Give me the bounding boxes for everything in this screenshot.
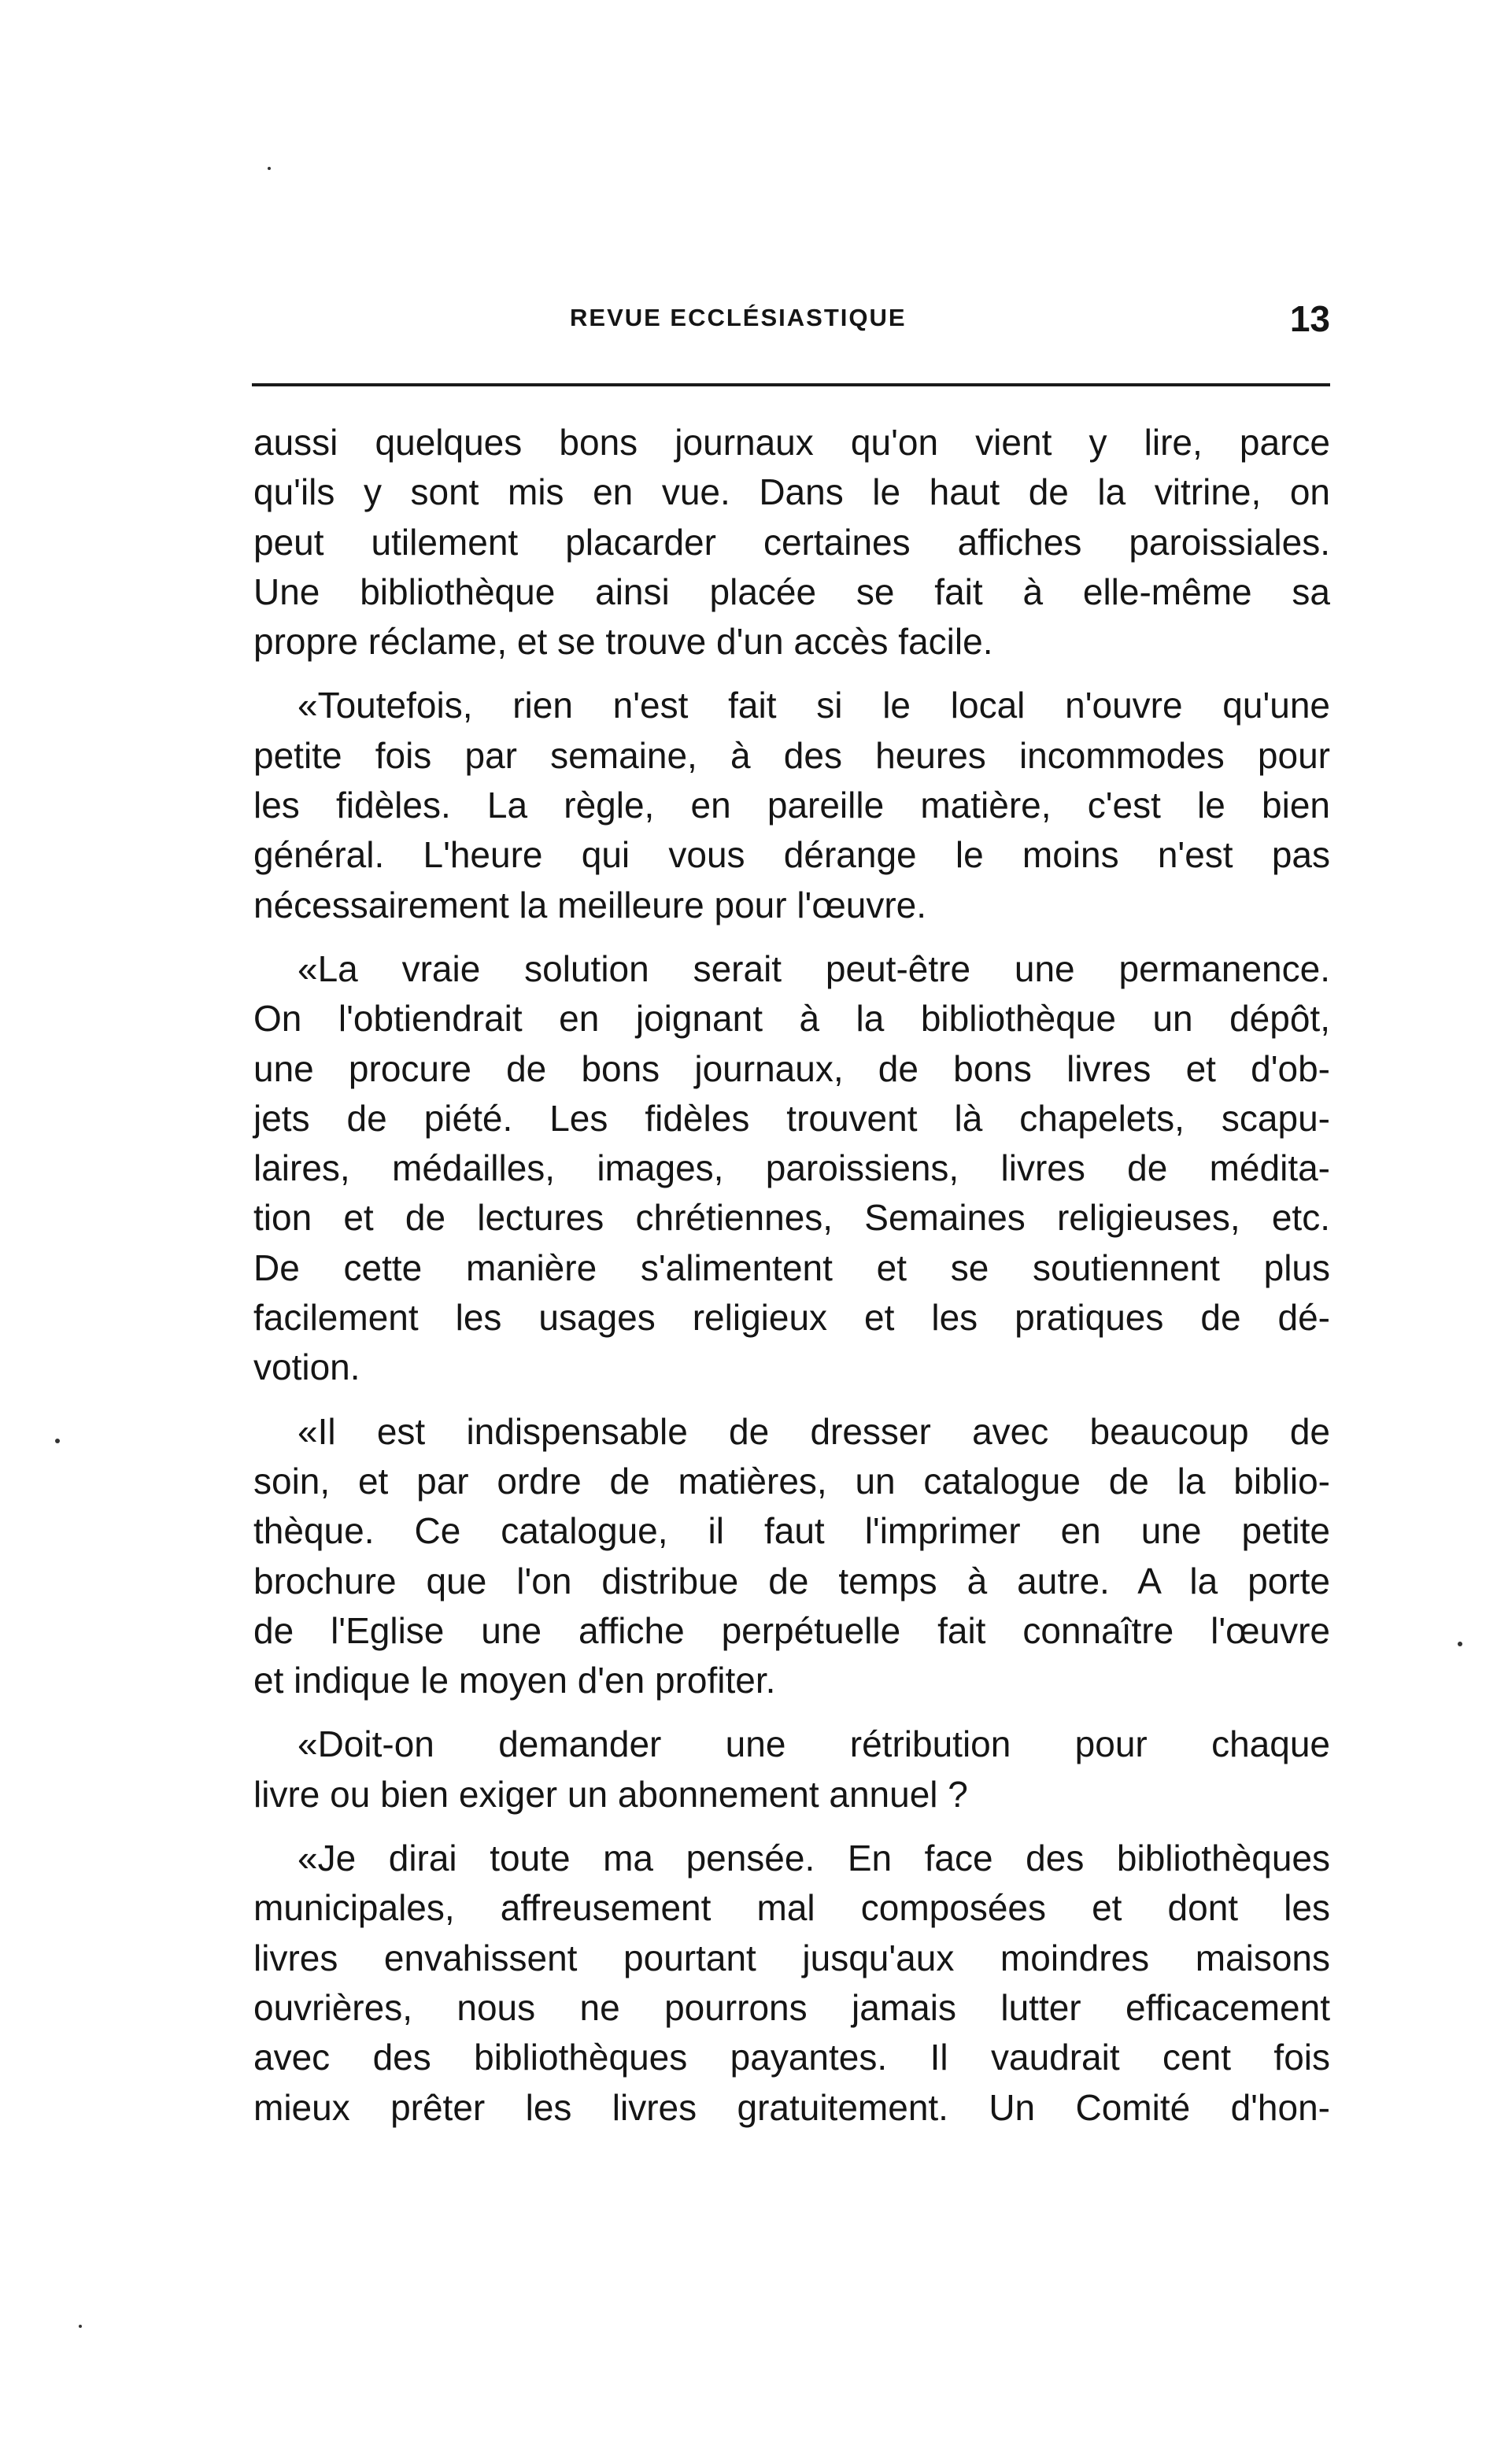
paragraph: [253, 418, 1330, 667]
text-line: avec des bibliothèques payantes. Il vaudrait cent fois: [253, 2037, 1330, 2078]
text-line: soin, et par ordre de matières, un catalogue de la biblio-: [253, 1460, 1330, 1502]
page-number: 13: [1289, 298, 1330, 339]
text-line: brochure que l'on distribue de temps à autre. A la porte: [253, 1560, 1330, 1601]
text-line: laires, médailles, images, paroissiens, livres de médita-: [253, 1147, 1330, 1189]
scan-speck: [55, 1439, 60, 1443]
text-line: facilement les usages religieux et les pratiques de dé-: [253, 1297, 1330, 1339]
paragraph: [253, 681, 1330, 929]
text-line: «Toutefois, rien n'est fait si le local n'ouvre qu'une: [298, 685, 1330, 726]
scan-speck: [268, 167, 271, 170]
text-line: les fidèles. La règle, en pareille matière, c'est le bien: [253, 785, 1330, 826]
text-line: mieux prêter les livres gratuitement. Un Comité d'hon-: [253, 2086, 1330, 2128]
paragraph: [253, 944, 1330, 1393]
text-line: municipales, affreusement mal composées et dont les: [253, 1887, 1330, 1929]
running-title: REVUE ECCLÉSIASTIQUE: [570, 304, 907, 331]
scan-speck: [79, 2325, 82, 2328]
paragraph: [253, 1407, 1330, 1706]
text-line: de l'Eglise une affiche perpétuelle fait connaître l'œuvre: [253, 1609, 1330, 1651]
header-rule: [252, 383, 1330, 386]
scan-speck: [1458, 1642, 1462, 1646]
text-line: peut utilement placarder certaines affiches paroissiales.: [253, 521, 1330, 563]
text-line: livre ou bien exiger un abonnement annuel ?: [253, 1773, 968, 1815]
text-line: «La vraie solution serait peut-être une permanence.: [298, 948, 1330, 989]
text-line: tion et de lectures chrétiennes, Semaines religieuses, etc.: [253, 1197, 1330, 1239]
text-line: une procure de bons journaux, de bons livres et d'ob-: [253, 1047, 1330, 1089]
text-line: jets de piété. Les fidèles trouvent là chapelets, scapu-: [253, 1097, 1330, 1139]
text-line: livres envahissent pourtant jusqu'aux moindres maisons: [253, 1937, 1330, 1978]
text-line: «Je dirai toute ma pensée. En face des bibliothèques: [298, 1838, 1330, 1879]
text-line: général. L'heure qui vous dérange le moins n'est pas: [253, 834, 1330, 876]
text-line: et indique le moyen d'en profiter.: [253, 1660, 776, 1701]
text-line: «Il est indispensable de dresser avec beaucoup de: [298, 1410, 1330, 1452]
text-line: On l'obtiendrait en joignant à la bibliothèque un dépôt,: [253, 998, 1330, 1040]
text-line: «Doit-on demander une rétribution pour chaque: [298, 1723, 1330, 1765]
paragraph: [253, 1720, 1330, 1819]
page-header: [252, 299, 1330, 346]
text-line: votion.: [253, 1347, 360, 1388]
text-line: Une bibliothèque ainsi placée se fait à elle-même sa: [253, 571, 1330, 612]
text-line: propre réclame, et se trouve d'un accès facile.: [253, 621, 993, 663]
text-line: qu'ils y sont mis en vue. Dans le haut de la vitrine, on: [253, 471, 1330, 513]
text-line: De cette manière s'alimentent et se soutiennent plus: [253, 1247, 1330, 1288]
text-line: petite fois par semaine, à des heures incommodes pour: [253, 734, 1330, 776]
paragraph: [253, 1834, 1330, 2133]
text-line: aussi quelques bons journaux qu'on vient y lire, parce: [253, 422, 1330, 463]
body-text: [253, 418, 1330, 2133]
text-line: thèque. Ce catalogue, il faut l'imprimer en une petite: [253, 1510, 1330, 1552]
text-line: nécessairement la meilleure pour l'œuvre.: [253, 884, 927, 925]
text-line: ouvrières, nous ne pourrons jamais lutter efficacement: [253, 1986, 1330, 2028]
